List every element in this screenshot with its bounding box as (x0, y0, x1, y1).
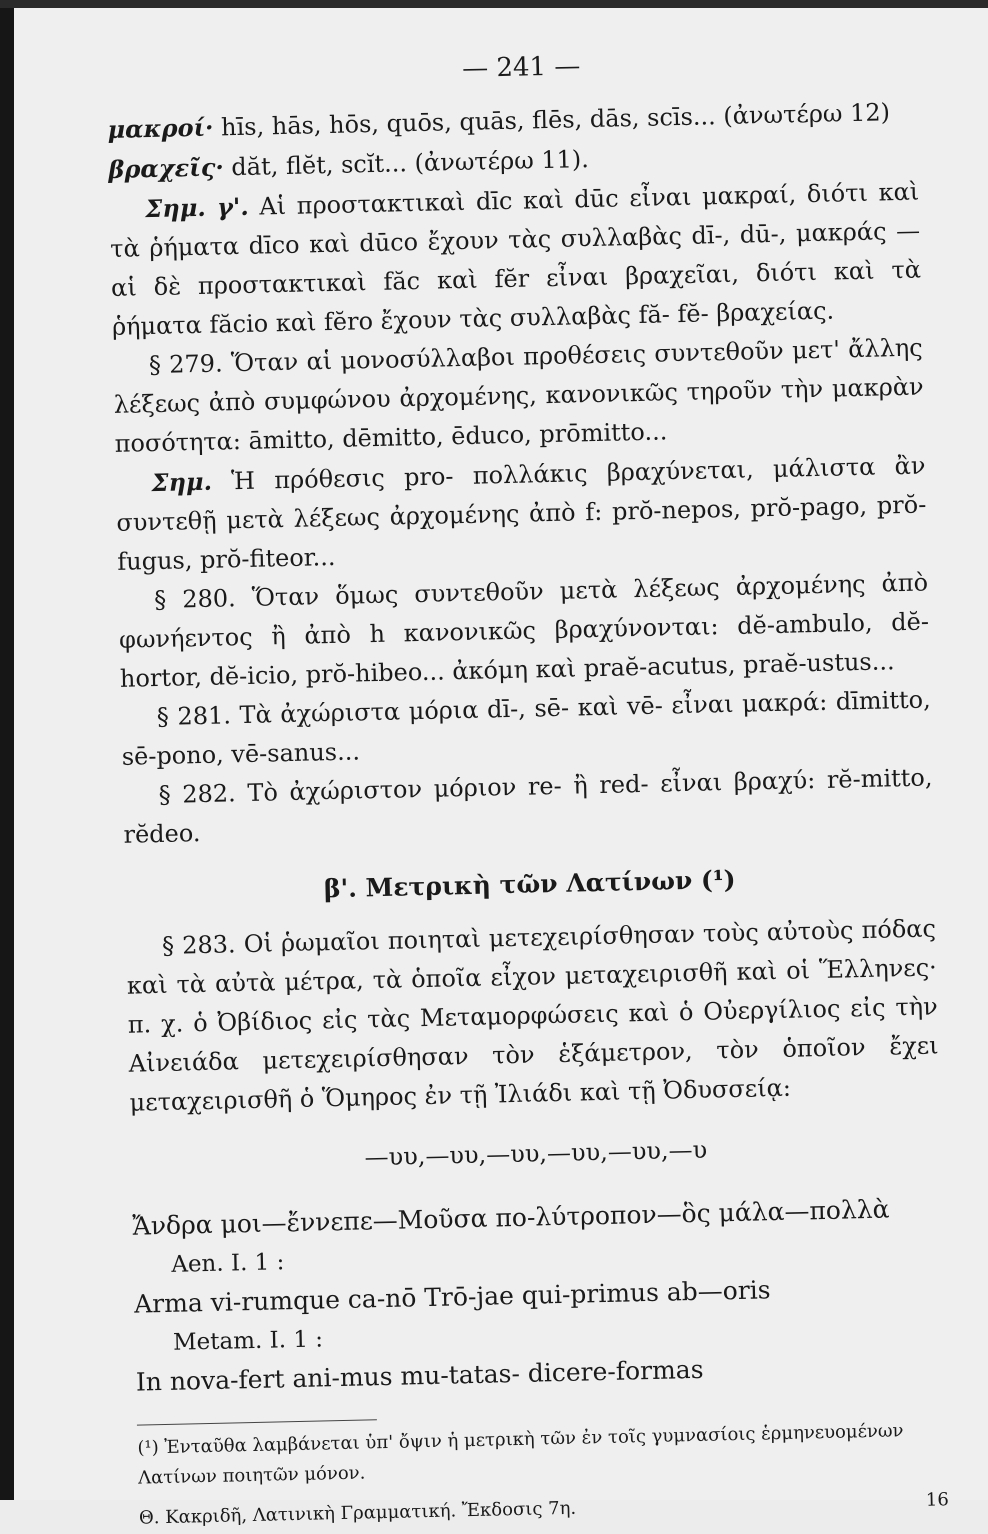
paragraph-text: hīs, hās, hōs, quōs, quās, flēs, dās, scīs... (ἀνωτέρω 12) (213, 98, 891, 142)
page-footer (139, 1485, 949, 1533)
imprint: Θ. Κακριδῆ, Λατινικὴ Γραμματική. Ἔκδοσις 7η. (138, 1497, 577, 1529)
page-top-shadow (0, 0, 988, 8)
paragraph-text: dăt, flĕt, scĭt... (ἀνωτέρω 11). (223, 145, 590, 182)
verse-metamorphoses: In nova-fert ani-mus mu-tatas- dicere-formas (135, 1354, 704, 1397)
note-imperatives (109, 172, 922, 347)
section-heading: β'. Μετρικὴ τῶν Λατίνων (¹) (323, 864, 736, 904)
page-content (106, 44, 949, 1534)
verse-homer: Ἄνδρα μοι—ἔννεπε—Μοῦσα πο-λύτροπον—ὃς μάλα—πολλὰ (132, 1194, 890, 1241)
paragraph-lead: Σημ. γ'. (145, 191, 249, 224)
page-number: — 241 — (461, 51, 581, 84)
section-280 (118, 563, 930, 698)
section-number: § 280. (153, 584, 237, 615)
section-number: § 281. (156, 701, 232, 732)
verse-label-aeneid: Aen. I. 1 : (171, 1249, 285, 1278)
paragraph-text: Ἡ πρόθεσις pro- πολλάκις βραχύνεται, μάλιστα ἂν συντεθῇ μετὰ λέξεως ἀρχομένης ἀπὸ f: prŏ-nepos, prŏ-pago, prŏ-fugus, prŏ-fiteor... (116, 451, 927, 576)
verse-label-metamorphoses: Metam. I. 1 : (172, 1326, 324, 1356)
paragraph-text: Τὰ ἀχώριστα μόρια dī-, sē- καὶ vē- εἶναι μακρά: dīmitto, sē-pono, vē-sanus... (121, 685, 931, 771)
verse-aeneid: Arma vi-rumque ca-nō Trō-jae qui-primus ab—oris (133, 1275, 771, 1319)
signature-mark: 16 (925, 1489, 950, 1511)
paragraph-text: Τὸ ἀχώριστον μόριον re- ἢ red- εἶναι βραχύ: rĕ-mitto, rĕdeo. (123, 763, 933, 849)
section-number: § 283. (161, 930, 236, 960)
meter-scheme: —υυ,—υυ,—υυ,—υυ,—υυ,—υ (364, 1135, 708, 1172)
footnote-divider (137, 1419, 377, 1425)
paragraph-text: Ὅταν αἱ μονοσύλλαβοι προθέσεις συντεθοῦν μετ' ἄλλης λέξεως ἀπὸ συμφώνου ἀρχομένης, κανονικῶς τηροῦν τὴν μακρὰν ποσότητα: āmitto, dēmitto, ēduco, prōmitto... (113, 333, 924, 458)
paragraph-text: Ὅταν ὅμως συντεθοῦν μετὰ λέξεως ἀρχομένης ἀπὸ φωνήεντος ἢ ἀπὸ h κανονικῶς βραχύνονται: dĕ-ambulo, dĕ-hortor, dĕ-icio, prŏ-hibeo... ἀκόμη καὶ praĕ-acutus, praĕ-ustus... (118, 568, 930, 693)
section-283 (126, 909, 940, 1122)
paragraph-text: Αἱ προστακτικαὶ dīc καὶ dūc εἶναι μακραί, διότι καὶ τὰ ῥήματα dīco καὶ dūco ἔχουν τὰς συλλαβὰς dī-, dū-, μακράς — αἱ δὲ προστακτικαὶ făc καὶ fĕr εἶναι βραχεῖαι, διότι καὶ τὰ ῥήματα făcio καὶ fĕro ἔχουν τὰς συλλαβὰς fă- fĕ- βραχείας. (109, 177, 922, 341)
paragraph-lead: μακροί· (107, 112, 214, 144)
section-number: § 279. (148, 349, 223, 380)
note-pro (115, 446, 927, 582)
section-number: § 282. (158, 779, 237, 809)
paragraph-text: Οἱ ῥωμαῖοι ποιηταὶ μετεχειρίσθησαν τοὺς αὐτοὺς πόδας καὶ τὰ αὐτὰ μέτρα, τὰ ὁποῖα εἶχον μεταχειρισθῆ καὶ οἱ Ἕλληνες· π. χ. ὁ Ὀβίδιος εἰς τὰς Μεταμορφώσεις καὶ ὁ Οὐεργίλιος εἰς τὴν Αἰνειάδα μετεχειρίσθησαν τὸν ἑξάμετρον, τὸν ὁποῖον ἔχει μεταχειρισθῆ ὁ Ὅμηρος ἐν τῇ Ἰλιάδι καὶ τῇ Ὀδυσσείᾳ: (126, 914, 939, 1117)
section-279 (112, 329, 924, 464)
paragraph-lead: βραχεῖς· (108, 152, 225, 184)
footnote: (¹) Ἐνταῦθα λαμβάνεται ὑπ' ὄψιν ἡ μετρικὴ τῶν ἐν τοῖς γυμνασίοις ἑρμηνευομένων Λατίνων ποιητῶν μόνον. (137, 1420, 904, 1489)
paragraph-lead: Σημ. (151, 466, 213, 498)
page-edge-shadow (0, 0, 14, 1500)
